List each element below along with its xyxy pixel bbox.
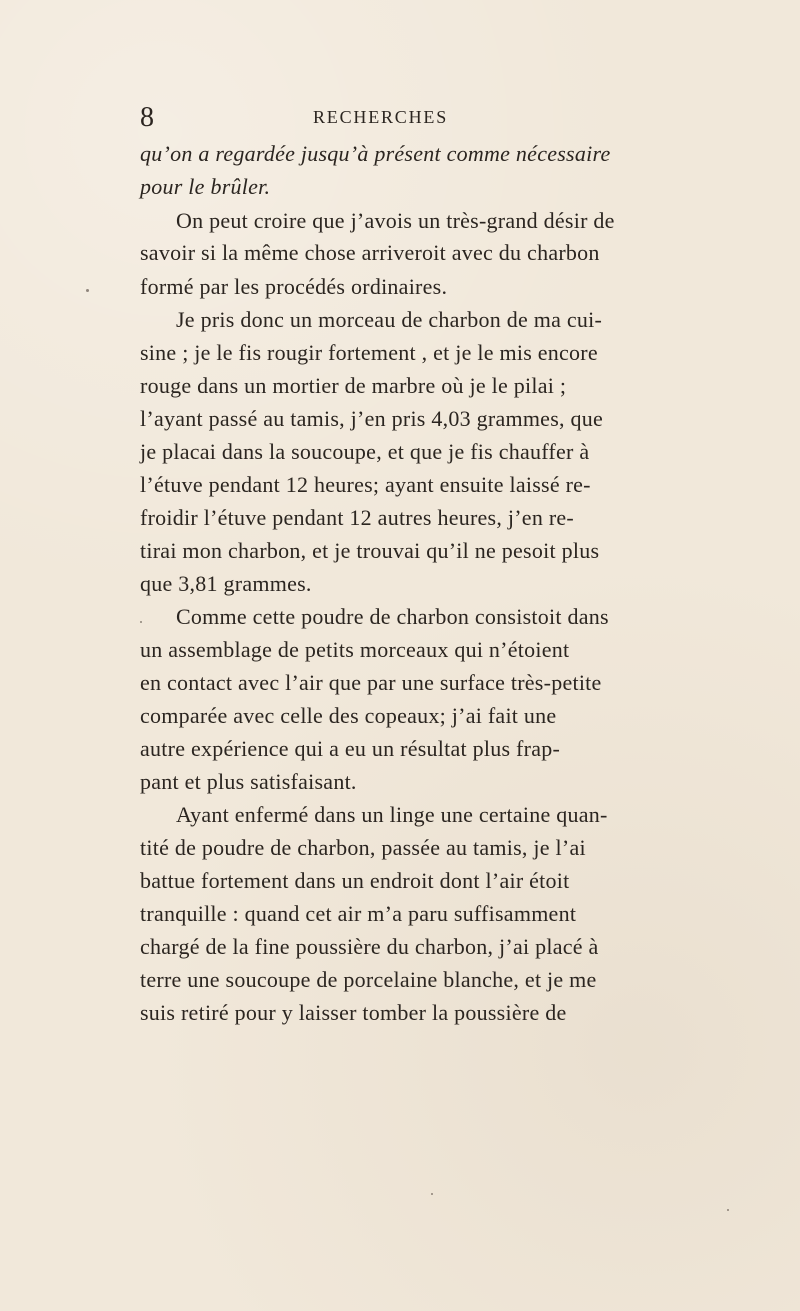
- body-text: [140, 140, 680, 1025]
- text-line: tirai mon charbon, et je trouvai qu’il ne pesoit plus: [140, 538, 600, 563]
- text-line: Je pris donc un morceau de charbon de ma cui-: [176, 307, 603, 332]
- text-line: chargé de la fine poussière du charbon, j’ai placé à: [140, 934, 599, 959]
- text-line: suis retiré pour y laisser tomber la poussière de: [140, 1000, 567, 1025]
- text-line: tité de poudre de charbon, passée au tamis, je l’ai: [140, 835, 586, 860]
- text-line: je placai dans la soucoupe, et que je fis chauffer à: [140, 439, 590, 464]
- text-line: en contact avec l’air que par une surface très-petite: [140, 670, 602, 695]
- text-line: terre une soucoupe de porcelaine blanche, et je me: [140, 967, 597, 992]
- text-line: sine ; je le fis rougir fortement , et je le mis encore: [140, 340, 598, 365]
- text-line: qu’on a regardée jusqu’à présent comme nécessaire: [140, 141, 611, 166]
- text-line: rouge dans un mortier de marbre où je le pilai ;: [140, 373, 567, 398]
- text-line: tranquille : quand cet air m’a paru suffisamment: [140, 901, 577, 926]
- text-line: l’ayant passé au tamis, j’en pris 4,03 grammes, que: [140, 406, 604, 431]
- text-line: Comme cette poudre de charbon consistoit dans: [176, 604, 609, 629]
- text-line: Ayant enfermé dans un linge une certaine quan-: [176, 802, 608, 827]
- text-line: On peut croire que j’avois un très-grand désir de: [176, 208, 615, 233]
- paper-speck: [431, 1193, 433, 1195]
- text-line: pour le brûler.: [140, 174, 271, 199]
- text-line: pant et plus satisfaisant.: [140, 769, 357, 794]
- text-line: autre expérience qui a eu un résultat plus frap-: [140, 736, 561, 761]
- text-line: formé par les procédés ordinaires.: [140, 274, 448, 299]
- text-line: que 3,81 grammes.: [140, 571, 312, 596]
- text-line: froidir l’étuve pendant 12 autres heures, j’en re-: [140, 505, 574, 530]
- paper-speck: [140, 621, 142, 623]
- text-line: l’étuve pendant 12 heures; ayant ensuite laissé re-: [140, 472, 591, 497]
- text-line: un assemblage de petits morceaux qui n’étoient: [140, 637, 570, 662]
- running-head: RECHERCHES: [313, 107, 449, 127]
- page-number: 8: [140, 102, 155, 133]
- page-header: [140, 102, 680, 142]
- paper-speck: [86, 289, 89, 292]
- text-line: comparée avec celle des copeaux; j’ai fait une: [140, 703, 557, 728]
- text-line: battue fortement dans un endroit dont l’air étoit: [140, 868, 570, 893]
- text-line: savoir si la même chose arriveroit avec du charbon: [140, 240, 600, 265]
- paper-speck: [727, 1209, 729, 1211]
